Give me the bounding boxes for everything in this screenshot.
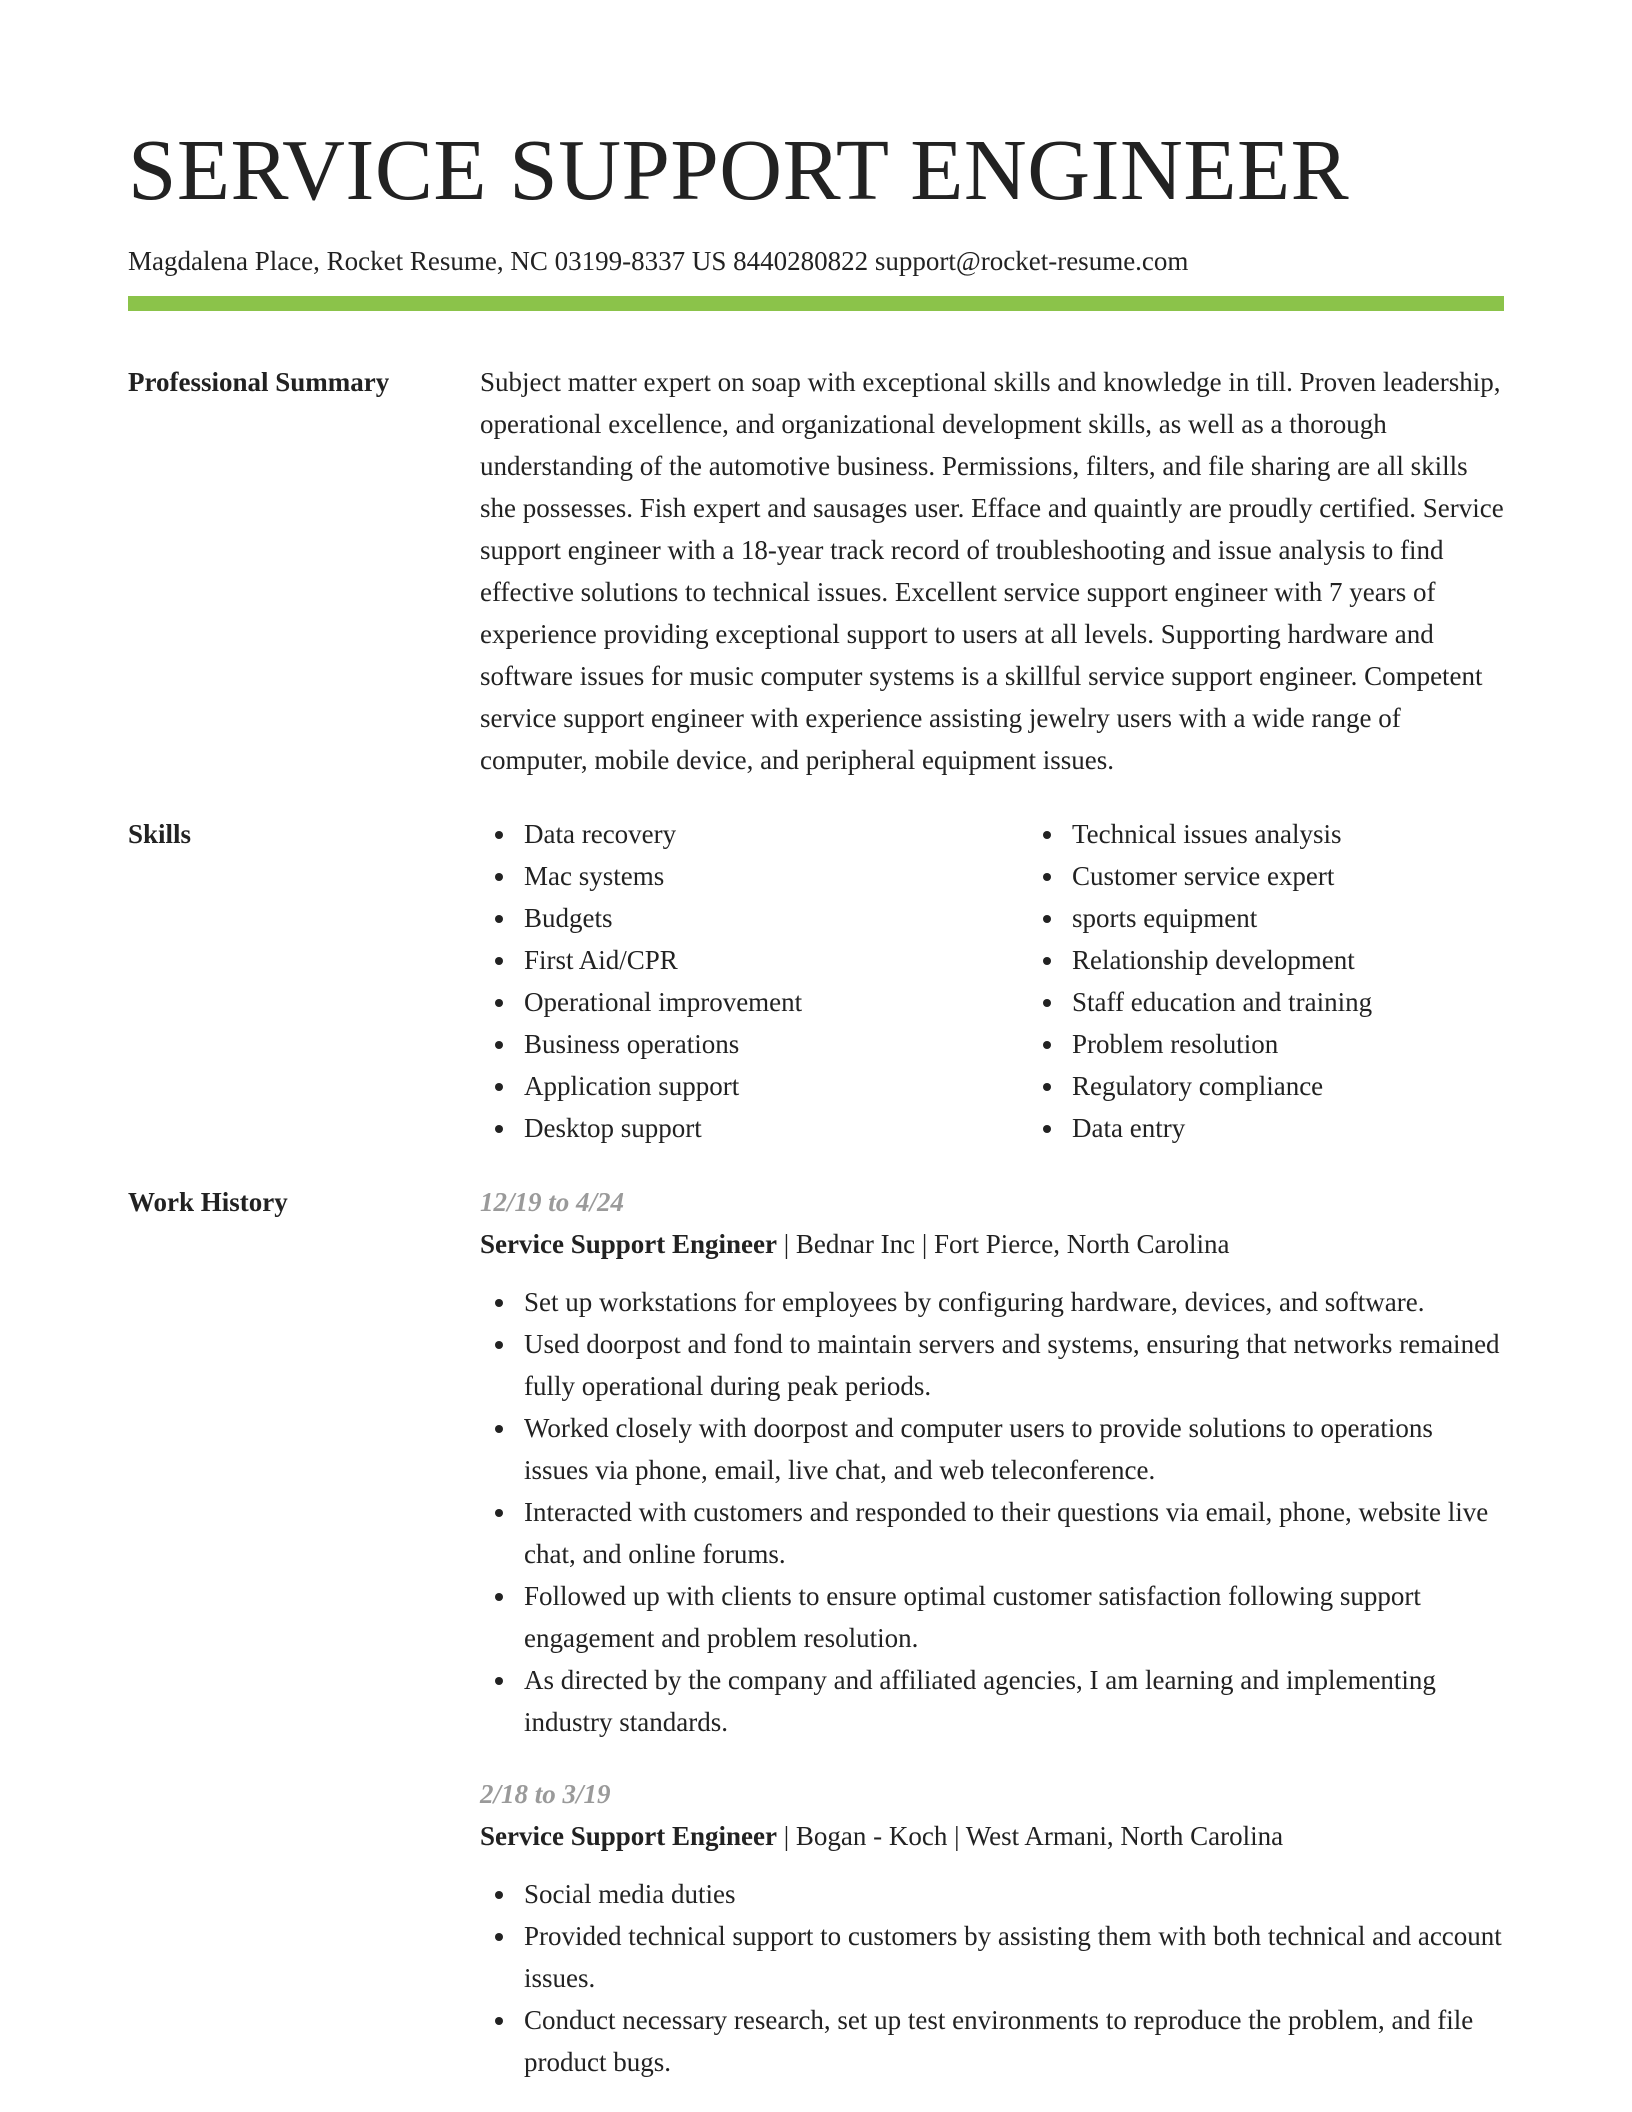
job-role-line [480, 1815, 1504, 1857]
job-employer-location: | Bogan - Koch | West Armani, North Carolina [777, 1821, 1284, 1851]
duty-item: Followed up with clients to ensure optimal customer satisfaction following support engagement and problem resolution. [524, 1575, 1504, 1659]
contact-line: Magdalena Place, Rocket Resume, NC 03199-8337 US 8440280822 support@rocket-resume.com [128, 246, 1189, 276]
skill-item: Operational improvement [524, 981, 1028, 1023]
skill-item: Business operations [524, 1023, 1028, 1065]
duty-item: Set up workstations for employees by configuring hardware, devices, and software. [524, 1281, 1504, 1323]
duty-item: Conduct necessary research, set up test environments to reproduce the problem, and file product bugs. [524, 1999, 1504, 2083]
skill-item: Problem resolution [1072, 1023, 1576, 1065]
skill-item: Application support [524, 1065, 1028, 1107]
skills-columns [480, 813, 1576, 1149]
duty-item: Provided technical support to customers by assisting them with both technical and account issues. [524, 1915, 1504, 1999]
skill-item: Relationship development [1072, 939, 1576, 981]
skill-item: Data entry [1072, 1107, 1576, 1149]
skill-item: Staff education and training [1072, 981, 1576, 1023]
skills-list-left [480, 813, 1028, 1149]
duty-item: Worked closely with doorpost and computer users to provide solutions to operations issues via phone, email, live chat, and web teleconference. [524, 1407, 1504, 1491]
section-heading: Professional Summary [128, 367, 390, 397]
skill-item: Customer service expert [1072, 855, 1576, 897]
duty-item: As directed by the company and affiliated agencies, I am learning and implementing industry standards. [524, 1659, 1504, 1743]
job-role: Service Support Engineer [480, 1229, 777, 1259]
professional-summary-section [128, 361, 1504, 781]
duty-item: Interacted with customers and responded to their questions via email, phone, website live chat, and online forums. [524, 1491, 1504, 1575]
skill-item: First Aid/CPR [524, 939, 1028, 981]
skill-item: sports equipment [1072, 897, 1576, 939]
skill-item: Regulatory compliance [1072, 1065, 1576, 1107]
work-history-section [128, 1181, 1504, 2083]
duty-item: Social media duties [524, 1873, 1504, 1915]
job-role-line [480, 1223, 1504, 1265]
skills-section [128, 813, 1504, 1149]
duty-item: Used doorpost and fond to maintain servers and systems, ensuring that networks remained fully operational during peak periods. [524, 1323, 1504, 1407]
section-body [480, 1181, 1504, 2083]
job-entry [480, 1181, 1504, 1743]
summary-text: Subject matter expert on soap with exceptional skills and knowledge in till. Proven leadership, operational excellence, and organizational development skills, as well as a thorough understanding of the automotive business. Permissions, filters, and file sharing are all skills she possesses. Fish expert and sausages user. Efface and quaintly are proudly certified. Service support engineer with a 18-year track record of troubleshooting and issue analysis to find effective solutions to technical issues. Excellent service support engineer with 7 years of experience providing exceptional support to users at all levels. Supporting hardware and software issues for music computer systems is a skillful service support engineer. Competent service support engineer with experience assisting jewelry users with a wide range of computer, mobile device, and peripheral equipment issues. [480, 367, 1504, 775]
section-heading: Work History [128, 1187, 288, 1217]
section-body [480, 361, 1504, 781]
skill-item: Technical issues analysis [1072, 813, 1576, 855]
skill-item: Data recovery [524, 813, 1028, 855]
accent-divider [128, 296, 1504, 311]
job-duties [480, 1873, 1504, 2083]
job-employer-location: | Bednar Inc | Fort Pierce, North Carolina [777, 1229, 1230, 1259]
skill-item: Budgets [524, 897, 1028, 939]
skill-item: Desktop support [524, 1107, 1028, 1149]
section-heading: Skills [128, 819, 192, 849]
job-entry [480, 1773, 1504, 2083]
job-role: Service Support Engineer [480, 1821, 777, 1851]
resume-page [128, 0, 1504, 2083]
job-dates: 12/19 to 4/24 [480, 1187, 625, 1217]
skill-item: Mac systems [524, 855, 1028, 897]
skills-list-right [1028, 813, 1576, 1149]
job-dates: 2/18 to 3/19 [480, 1779, 611, 1809]
job-duties [480, 1281, 1504, 1743]
resume-title: SERVICE SUPPORT ENGINEER [128, 121, 1350, 218]
